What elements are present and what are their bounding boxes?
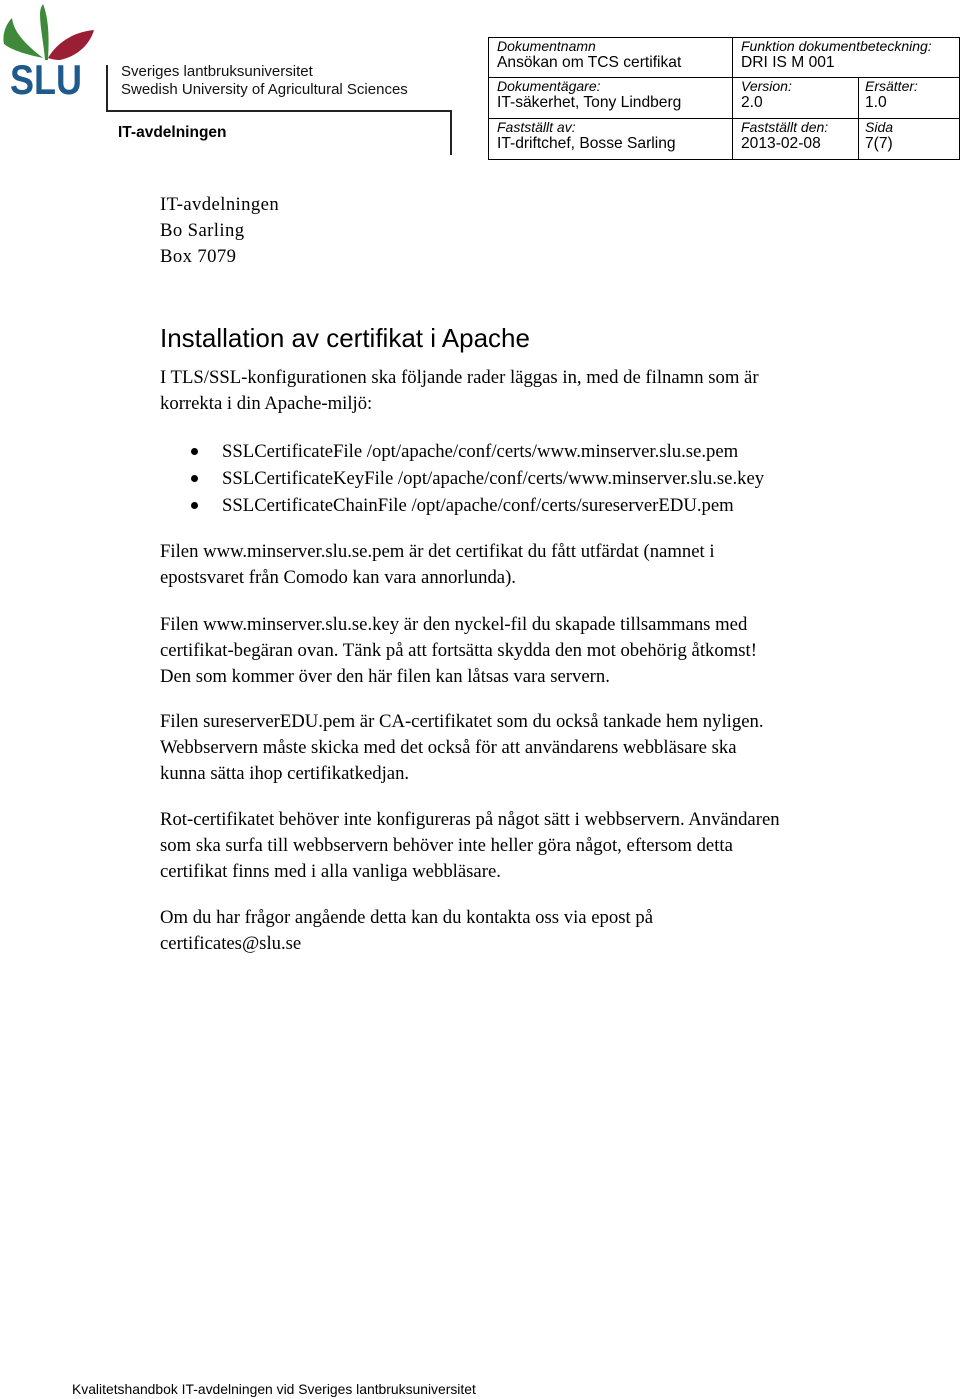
approved-by-label: Fastställt av: xyxy=(497,119,576,135)
paragraph-line: Den som kommer över den här filen kan låtsas vara servern. xyxy=(160,665,610,687)
contact-email: certificates@slu.se xyxy=(160,932,302,954)
page-number-value: 7(7) xyxy=(865,135,893,152)
config-line-key-file: SSLCertificateKeyFile /opt/apache/conf/certs/www.minserver.slu.se.key xyxy=(222,468,765,489)
paragraph-line: Webbservern måste skicka med det också för att användarens webbläsare ska xyxy=(160,736,737,758)
address-line: IT-avdelningen xyxy=(160,194,280,215)
paragraph-pem-file xyxy=(160,539,715,591)
paragraph-line: kunna sätta ihop certifikatkedjan. xyxy=(160,762,410,784)
approved-date-value: 2013-02-08 xyxy=(741,135,821,152)
department-name: IT-avdelningen xyxy=(118,124,227,141)
paragraph-line: Om du har frågor angående detta kan du kontakta oss via epost på xyxy=(160,907,653,928)
bullet-item xyxy=(160,438,764,465)
designation-cell xyxy=(733,38,960,78)
version-value: 2.0 xyxy=(741,94,763,111)
address-line: Box 7079 xyxy=(160,245,237,267)
paragraph-line: som ska surfa till webbservern behöver inte heller göra något, eftersom detta xyxy=(160,834,733,856)
header-divider-horizontal xyxy=(106,110,451,112)
header-divider-vertical-right xyxy=(450,110,452,155)
address-line: Bo Sarling xyxy=(160,219,245,241)
org-name-english: Swedish University of Agricultural Sciences xyxy=(121,81,408,98)
owner-label: Dokumentägare: xyxy=(497,78,601,94)
approved-date-cell xyxy=(733,119,859,160)
page-footer: Kvalitetshandbok IT-avdelningen vid Sveriges lantbruksuniversitet xyxy=(72,1381,476,1397)
config-line-chain-file: SSLCertificateChainFile /opt/apache/conf/certs/sureserverEDU.pem xyxy=(222,495,734,516)
document-name-cell xyxy=(489,38,733,78)
paragraph-root-certificate xyxy=(160,807,780,884)
page-number-label: Sida xyxy=(865,119,894,135)
designation-label: Funktion dokumentbeteckning: xyxy=(741,38,932,54)
paragraph-line: Filen www.minserver.slu.se.pem är det certifikat du fått utfärdat (namnet i xyxy=(160,541,715,562)
logo-left-leaf xyxy=(3,18,43,58)
owner-value: IT-säkerhet, Tony Lindberg xyxy=(497,94,682,111)
doc-info-row xyxy=(489,38,960,78)
bullet-icon xyxy=(191,475,198,482)
replaces-cell xyxy=(859,78,960,119)
logo-wordmark: SLU xyxy=(10,56,82,100)
doc-info-row xyxy=(489,119,960,160)
paragraph-line: Filen sureserverEDU.pem är CA-certifikatet som du också tankade hem nyligen. xyxy=(160,711,764,732)
version-cell xyxy=(733,78,859,119)
paragraph-key-file xyxy=(160,612,757,689)
paragraph-contact xyxy=(160,905,653,957)
paragraph-chain-file xyxy=(160,709,764,786)
bullet-item xyxy=(160,465,764,492)
config-bullet-list xyxy=(160,438,764,519)
logo-stem-leaf xyxy=(40,4,49,60)
bullet-icon xyxy=(191,448,198,455)
approved-date-label: Fastställt den: xyxy=(741,119,829,135)
document-name-value: Ansökan om TCS certifikat xyxy=(497,54,682,71)
document-info-table xyxy=(488,37,960,160)
replaces-label: Ersätter: xyxy=(865,78,918,94)
doc-info-row xyxy=(489,78,960,119)
section-heading: Installation av certifikat i Apache xyxy=(160,323,530,353)
header-divider-vertical-left xyxy=(106,65,108,111)
paragraph-line: certifikat-begäran ovan. Tänk på att fortsätta skydda den mot obehörig åtkomst! xyxy=(160,639,757,661)
bullet-icon xyxy=(191,502,198,509)
paragraph-line: I TLS/SSL-konfigurationen ska följande rader läggas in, med de filnamn som är xyxy=(160,367,759,388)
version-label: Version: xyxy=(741,78,792,94)
bullet-item xyxy=(160,492,764,519)
owner-cell xyxy=(489,78,733,119)
document-name-label: Dokumentnamn xyxy=(497,38,596,54)
address-block xyxy=(160,192,279,269)
paragraph-line: korrekta i din Apache-miljö: xyxy=(160,392,373,414)
page-number-cell xyxy=(859,119,960,160)
org-name-swedish: Sveriges lantbruksuniversitet xyxy=(121,63,313,80)
replaces-value: 1.0 xyxy=(865,94,887,111)
approved-by-cell xyxy=(489,119,733,160)
approved-by-value: IT-driftchef, Bosse Sarling xyxy=(497,135,676,152)
paragraph-line: Rot-certifikatet behöver inte konfigureras på något sätt i webbservern. Användaren xyxy=(160,809,780,830)
slu-logo xyxy=(0,0,100,100)
config-line-certificate-file: SSLCertificateFile /opt/apache/conf/certs/www.minserver.slu.se.pem xyxy=(222,441,739,462)
paragraph-line: epostsvaret från Comodo kan vara annorlunda). xyxy=(160,566,516,588)
intro-paragraph xyxy=(160,365,759,417)
designation-value: DRI IS M 001 xyxy=(741,54,835,71)
paragraph-line: certifikat finns med i alla vanliga webbläsare. xyxy=(160,860,501,882)
paragraph-line: Filen www.minserver.slu.se.key är den nyckel-fil du skapade tillsammans med xyxy=(160,614,748,635)
